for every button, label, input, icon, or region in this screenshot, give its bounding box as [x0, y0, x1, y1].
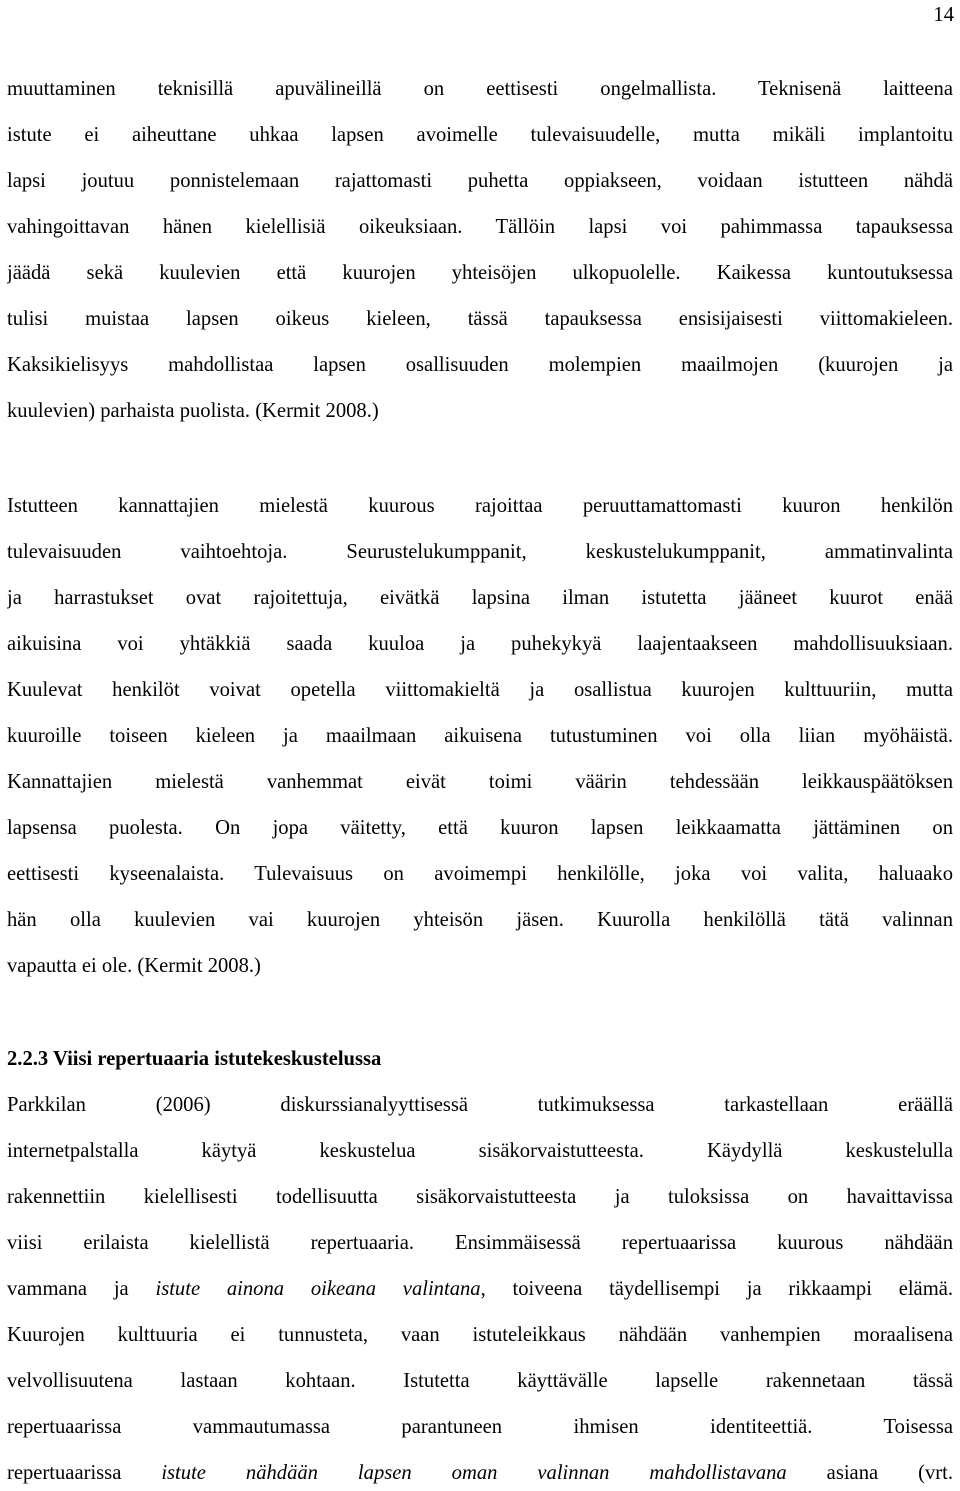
- text-line: jäädä sekä kuulevien että kuurojen yhteisöjen ulkopuolelle. Kaikessa kuntoutuksessa: [7, 262, 953, 284]
- text-line: Kuurojen kulttuuria ei tunnusteta, vaan istuteleikkaus nähdään vanhempien moraalisena: [7, 1324, 953, 1346]
- text-line: Parkkilan (2006) diskurssianalyyttisessä tutkimuksessa tarkastellaan eräällä: [7, 1094, 953, 1116]
- text-line: Kannattajien mielestä vanhemmat eivät toimi väärin tehdessään leikkauspäätöksen: [7, 771, 953, 793]
- text-line: eettisesti kyseenalaista. Tulevaisuus on avoimempi henkilölle, joka voi valita, haluaako: [7, 863, 953, 885]
- page-number: 14: [933, 4, 954, 26]
- text-line: lapsi joutuu ponnistelemaan rajattomasti puhetta oppiakseen, voidaan istutteen nähdä: [7, 170, 953, 192]
- text-line: kuuroille toiseen kieleen ja maailmaan aikuisena tutustuminen voi olla liian myöhäistä.: [7, 725, 953, 747]
- text-run: asiana (vrt.: [786, 1462, 953, 1484]
- text-line: muuttaminen teknisillä apuvälineillä on eettisesti ongelmallista. Teknisenä laitteena: [7, 78, 953, 100]
- text-line: tulevaisuuden vaihtoehtoja. Seurustelukumppanit, keskustelukumppanit, ammatinvalinta: [7, 541, 953, 563]
- text-line: vahingoittavan hänen kielellisiä oikeuksiaan. Tällöin lapsi voi pahimmassa tapauksessa: [7, 216, 953, 238]
- text-line: internetpalstalla käytyä keskustelua sisäkorvaistutteesta. Käydyllä keskustelulla: [7, 1140, 953, 1162]
- text-line: Kaksikielisyys mahdollistaa lapsen osallisuuden molempien maailmojen (kuurojen ja: [7, 354, 953, 376]
- text-run: repertuaarissa: [7, 1462, 162, 1484]
- text-run: , toiveena täydellisempi ja rikkaampi elämä.: [480, 1278, 953, 1300]
- text-line: velvollisuutena lastaan kohtaan. Istutetta käyttävälle lapselle rakennetaan tässä: [7, 1370, 953, 1392]
- text-line: rakennettiin kielellisesti todellisuutta sisäkorvaistutteesta ja tuloksissa on havaittavissa: [7, 1186, 953, 1208]
- text-line: viisi erilaista kielellistä repertuaaria. Ensimmäisessä repertuaarissa kuurous nähdään: [7, 1232, 953, 1254]
- text-line: vapautta ei ole. (Kermit 2008.): [7, 955, 261, 977]
- section-heading: 2.2.3 Viisi repertuaaria istutekeskustelussa: [7, 1048, 382, 1070]
- text-line: lapsensa puolesta. On jopa väitetty, että kuuron lapsen leikkaamatta jättäminen on: [7, 817, 953, 839]
- text-line: hän olla kuulevien vai kuurojen yhteisön jäsen. Kuurolla henkilöllä tätä valinnan: [7, 909, 953, 931]
- text-line: aikuisina voi yhtäkkiä saada kuuloa ja puhekykyä laajentaakseen mahdollisuuksiaan.: [7, 633, 953, 655]
- italic-phrase: istute ainona oikeana valintana: [155, 1278, 481, 1300]
- text-line: [7, 1266, 953, 1312]
- text-line: istute ei aiheuttane uhkaa lapsen avoimelle tulevaisuudelle, mutta mikäli implantoitu: [7, 124, 953, 146]
- text-line: Kuulevat henkilöt voivat opetella viittomakieltä ja osallistua kuurojen kulttuuriin, mutta: [7, 679, 953, 701]
- text-line: [7, 1450, 953, 1490]
- text-run: vammana ja: [7, 1278, 156, 1300]
- text-line: tulisi muistaa lapsen oikeus kieleen, tässä tapauksessa ensisijaisesti viittomakieleen.: [7, 308, 953, 330]
- text-line: kuulevien) parhaista puolista. (Kermit 2008.): [7, 400, 379, 422]
- italic-phrase: istute nähdään lapsen oman valinnan mahdollistavana: [161, 1462, 787, 1484]
- text-line: Istutteen kannattajien mielestä kuurous rajoittaa peruuttamattomasti kuuron henkilön: [7, 495, 953, 517]
- text-line: repertuaarissa vammautumassa parantuneen ihmisen identiteettiä. Toisessa: [7, 1416, 953, 1438]
- text-line: ja harrastukset ovat rajoitettuja, eivätkä lapsina ilman istutetta jääneet kuurot enää: [7, 587, 953, 609]
